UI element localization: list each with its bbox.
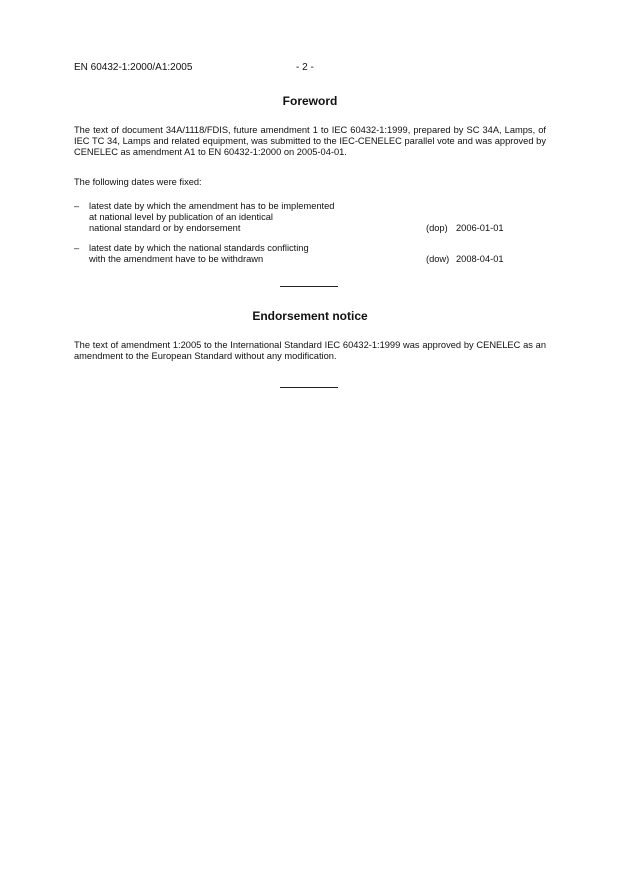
- section-divider: [280, 387, 338, 388]
- date-item-line: latest date by which the national standards conflicting: [89, 243, 309, 253]
- date-code: (dow): [426, 254, 450, 264]
- date-item-line: with the amendment have to be withdrawn: [89, 254, 264, 264]
- endorsement-title: Endorsement notice: [252, 309, 368, 323]
- page-number: - 2 -: [296, 62, 314, 73]
- date-item-line: latest date by which the amendment has to be implemented: [89, 201, 335, 211]
- document-reference: EN 60432-1:2000/A1:2005: [74, 62, 193, 73]
- date-code: (dop): [426, 223, 448, 233]
- list-dash: –: [74, 243, 80, 253]
- date-item-dow: [74, 243, 546, 265]
- date-item-line: national standard or by endorsement: [89, 223, 241, 233]
- dates-intro: The following dates were fixed:: [74, 177, 202, 187]
- date-item-dop: [74, 201, 546, 234]
- date-item-line: at national level by publication of an identical: [89, 212, 273, 222]
- foreword-paragraph: The text of document 34A/1118/FDIS, future amendment 1 to IEC 60432-1:1999, prepared by SC 34A, Lamps, of IEC TC 34, Lamps and related equipment, was submitted to the IEC-CENELEC parallel vote and was approved by CENELEC as amendment A1 to EN 60432-1:2000 on 2005-04-01.: [74, 125, 546, 157]
- list-dash: –: [74, 201, 80, 211]
- date-value: 2006-01-01: [456, 223, 504, 233]
- section-divider: [280, 286, 338, 287]
- endorsement-paragraph: The text of amendment 1:2005 to the International Standard IEC 60432-1:1999 was approved by CENELEC as an amendment to the European Standard without any modification.: [74, 340, 546, 361]
- date-item-description: [89, 201, 409, 234]
- foreword-title: Foreword: [282, 94, 338, 108]
- date-item-description: [89, 243, 409, 265]
- date-value: 2008-04-01: [456, 254, 504, 264]
